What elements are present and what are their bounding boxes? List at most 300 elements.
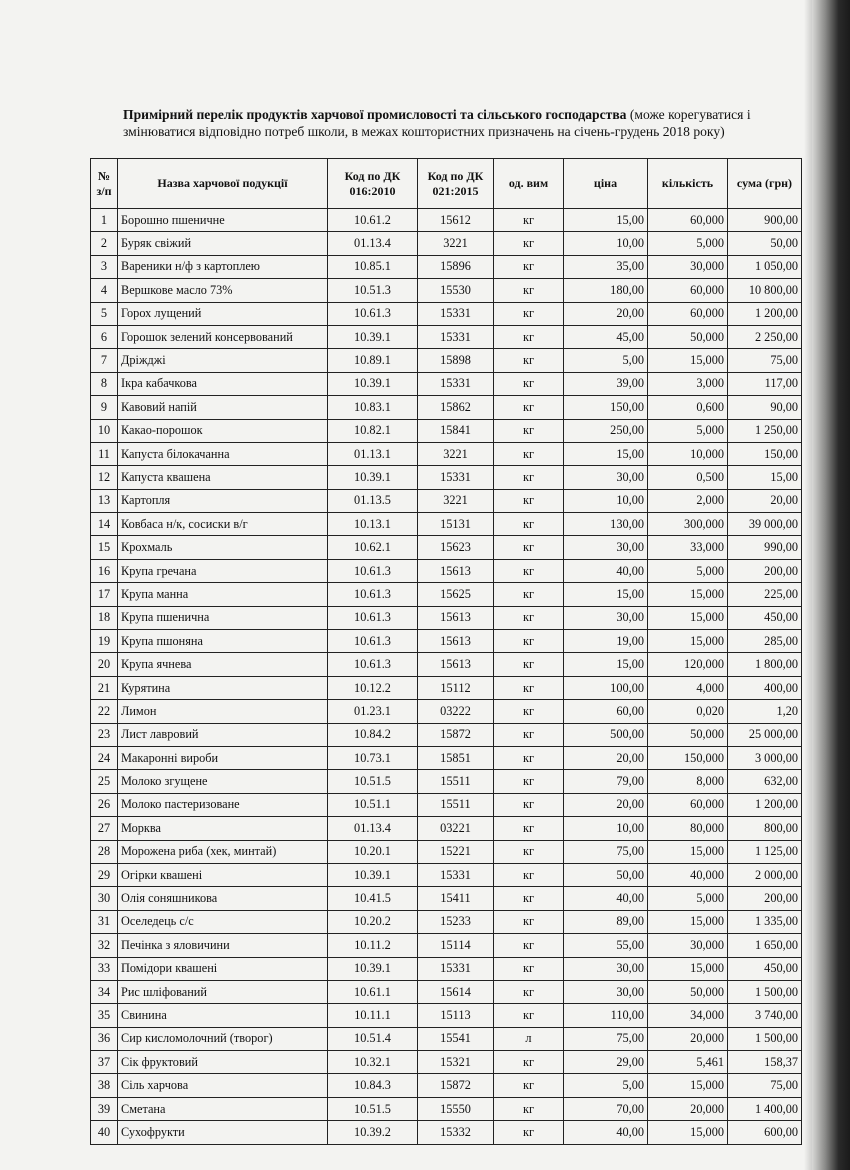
cell-qty: 30,000 — [648, 934, 728, 957]
cell-dk021: 15331 — [418, 957, 494, 980]
cell-qty: 30,000 — [648, 255, 728, 278]
cell-name: Помідори квашені — [118, 957, 328, 980]
cell-qty: 15,000 — [648, 606, 728, 629]
cell-dk016: 10.11.2 — [328, 934, 418, 957]
cell-num: 5 — [91, 302, 118, 325]
cell-unit: кг — [494, 232, 564, 255]
cell-dk016: 01.23.1 — [328, 700, 418, 723]
cell-dk016: 10.62.1 — [328, 536, 418, 559]
cell-name: Сухофрукти — [118, 1121, 328, 1144]
cell-price: 15,00 — [564, 583, 648, 606]
cell-dk021: 15872 — [418, 1074, 494, 1097]
cell-num: 15 — [91, 536, 118, 559]
cell-dk016: 10.61.3 — [328, 302, 418, 325]
cell-name: Крупа пшоняна — [118, 630, 328, 653]
cell-sum: 990,00 — [728, 536, 802, 559]
cell-name: Кавовий напій — [118, 396, 328, 419]
cell-dk016: 10.39.1 — [328, 325, 418, 348]
cell-sum: 200,00 — [728, 559, 802, 582]
cell-dk016: 10.73.1 — [328, 746, 418, 769]
cell-dk021: 15851 — [418, 746, 494, 769]
cell-dk016: 01.13.4 — [328, 232, 418, 255]
cell-num: 10 — [91, 419, 118, 442]
table-row — [91, 536, 802, 559]
cell-unit: кг — [494, 1051, 564, 1074]
cell-dk016: 10.51.3 — [328, 279, 418, 302]
table-body — [91, 209, 802, 1145]
cell-name: Крупа пшенична — [118, 606, 328, 629]
cell-dk021: 15511 — [418, 793, 494, 816]
table-row — [91, 349, 802, 372]
cell-name: Сік фруктовий — [118, 1051, 328, 1074]
cell-dk021: 15331 — [418, 302, 494, 325]
cell-dk021: 03221 — [418, 817, 494, 840]
cell-qty: 15,000 — [648, 1074, 728, 1097]
cell-sum: 1 335,00 — [728, 910, 802, 933]
cell-unit: кг — [494, 209, 564, 232]
cell-unit: л — [494, 1027, 564, 1050]
table-row — [91, 396, 802, 419]
cell-dk016: 10.12.2 — [328, 676, 418, 699]
table-row — [91, 302, 802, 325]
cell-price: 35,00 — [564, 255, 648, 278]
cell-unit: кг — [494, 419, 564, 442]
cell-qty: 5,000 — [648, 559, 728, 582]
table-row — [91, 1027, 802, 1050]
cell-qty: 5,000 — [648, 232, 728, 255]
cell-unit: кг — [494, 676, 564, 699]
cell-num: 7 — [91, 349, 118, 372]
cell-qty: 60,000 — [648, 209, 728, 232]
cell-dk021: 03222 — [418, 700, 494, 723]
table-row — [91, 793, 802, 816]
cell-sum: 158,37 — [728, 1051, 802, 1074]
cell-unit: кг — [494, 513, 564, 536]
cell-dk021: 15331 — [418, 325, 494, 348]
table-row — [91, 1121, 802, 1144]
cell-unit: кг — [494, 746, 564, 769]
cell-dk021: 15541 — [418, 1027, 494, 1050]
cell-dk021: 3221 — [418, 442, 494, 465]
cell-price: 55,00 — [564, 934, 648, 957]
cell-price: 19,00 — [564, 630, 648, 653]
cell-qty: 50,000 — [648, 723, 728, 746]
cell-sum: 1 500,00 — [728, 980, 802, 1003]
cell-name: Олія соняшникова — [118, 887, 328, 910]
cell-unit: кг — [494, 653, 564, 676]
cell-price: 45,00 — [564, 325, 648, 348]
cell-num: 3 — [91, 255, 118, 278]
cell-qty: 60,000 — [648, 793, 728, 816]
cell-dk016: 10.39.1 — [328, 466, 418, 489]
cell-name: Оселедець с/с — [118, 910, 328, 933]
cell-dk016: 10.11.1 — [328, 1004, 418, 1027]
cell-name: Крупа гречана — [118, 559, 328, 582]
cell-num: 40 — [91, 1121, 118, 1144]
cell-name: Лимон — [118, 700, 328, 723]
cell-name: Сир кисломолочний (творог) — [118, 1027, 328, 1050]
cell-dk016: 10.13.1 — [328, 513, 418, 536]
cell-dk016: 10.61.1 — [328, 980, 418, 1003]
cell-dk021: 15331 — [418, 863, 494, 886]
cell-dk016: 10.39.1 — [328, 957, 418, 980]
cell-dk016: 10.85.1 — [328, 255, 418, 278]
table-row — [91, 232, 802, 255]
cell-price: 39,00 — [564, 372, 648, 395]
cell-price: 130,00 — [564, 513, 648, 536]
cell-unit: кг — [494, 279, 564, 302]
cell-qty: 15,000 — [648, 1121, 728, 1144]
cell-sum: 285,00 — [728, 630, 802, 653]
cell-unit: кг — [494, 442, 564, 465]
table-row — [91, 325, 802, 348]
cell-unit: кг — [494, 723, 564, 746]
cell-num: 9 — [91, 396, 118, 419]
cell-unit: кг — [494, 887, 564, 910]
table-row — [91, 1051, 802, 1074]
cell-num: 25 — [91, 770, 118, 793]
cell-dk021: 15321 — [418, 1051, 494, 1074]
cell-dk021: 15331 — [418, 372, 494, 395]
table-row — [91, 863, 802, 886]
cell-qty: 15,000 — [648, 583, 728, 606]
cell-unit: кг — [494, 1121, 564, 1144]
cell-qty: 33,000 — [648, 536, 728, 559]
cell-sum: 50,00 — [728, 232, 802, 255]
table-row — [91, 442, 802, 465]
cell-dk021: 3221 — [418, 489, 494, 512]
cell-sum: 900,00 — [728, 209, 802, 232]
header-name: Назва харчової подукції — [118, 159, 328, 209]
cell-dk021: 15623 — [418, 536, 494, 559]
cell-dk016: 01.13.5 — [328, 489, 418, 512]
table-row — [91, 489, 802, 512]
cell-dk021: 15113 — [418, 1004, 494, 1027]
cell-sum: 1 800,00 — [728, 653, 802, 676]
cell-name: Дріжджі — [118, 349, 328, 372]
cell-sum: 3 000,00 — [728, 746, 802, 769]
cell-sum: 20,00 — [728, 489, 802, 512]
cell-unit: кг — [494, 934, 564, 957]
cell-unit: кг — [494, 1004, 564, 1027]
cell-dk021: 15411 — [418, 887, 494, 910]
cell-num: 21 — [91, 676, 118, 699]
cell-dk021: 15862 — [418, 396, 494, 419]
cell-qty: 300,000 — [648, 513, 728, 536]
cell-num: 33 — [91, 957, 118, 980]
cell-num: 17 — [91, 583, 118, 606]
table-row — [91, 840, 802, 863]
cell-name: Ковбаса н/к, сосиски в/г — [118, 513, 328, 536]
cell-price: 30,00 — [564, 536, 648, 559]
cell-dk021: 15613 — [418, 559, 494, 582]
cell-name: Свинина — [118, 1004, 328, 1027]
table-row — [91, 606, 802, 629]
table-row — [91, 583, 802, 606]
cell-unit: кг — [494, 559, 564, 582]
cell-price: 10,00 — [564, 489, 648, 512]
cell-qty: 15,000 — [648, 957, 728, 980]
cell-num: 8 — [91, 372, 118, 395]
cell-name: Вершкове масло 73% — [118, 279, 328, 302]
cell-name: Сіль харчова — [118, 1074, 328, 1097]
cell-num: 1 — [91, 209, 118, 232]
cell-price: 30,00 — [564, 957, 648, 980]
header-unit: од. вим — [494, 159, 564, 209]
cell-sum: 1 125,00 — [728, 840, 802, 863]
cell-sum: 2 000,00 — [728, 863, 802, 886]
cell-num: 20 — [91, 653, 118, 676]
cell-price: 15,00 — [564, 209, 648, 232]
table-row — [91, 770, 802, 793]
table-row — [91, 980, 802, 1003]
cell-price: 10,00 — [564, 232, 648, 255]
cell-name: Крохмаль — [118, 536, 328, 559]
cell-name: Молоко пастеризоване — [118, 793, 328, 816]
cell-num: 36 — [91, 1027, 118, 1050]
cell-sum: 90,00 — [728, 396, 802, 419]
cell-price: 40,00 — [564, 559, 648, 582]
cell-dk021: 15530 — [418, 279, 494, 302]
cell-dk016: 10.41.5 — [328, 887, 418, 910]
cell-qty: 15,000 — [648, 630, 728, 653]
cell-qty: 20,000 — [648, 1097, 728, 1120]
table-row — [91, 746, 802, 769]
cell-name: Крупа ячнева — [118, 653, 328, 676]
cell-price: 110,00 — [564, 1004, 648, 1027]
cell-num: 2 — [91, 232, 118, 255]
header-sum: сума (грн) — [728, 159, 802, 209]
cell-dk021: 15511 — [418, 770, 494, 793]
table-row — [91, 559, 802, 582]
cell-price: 100,00 — [564, 676, 648, 699]
cell-dk021: 15614 — [418, 980, 494, 1003]
cell-num: 22 — [91, 700, 118, 723]
cell-qty: 34,000 — [648, 1004, 728, 1027]
table-row — [91, 1097, 802, 1120]
cell-price: 180,00 — [564, 279, 648, 302]
cell-unit: кг — [494, 817, 564, 840]
cell-price: 30,00 — [564, 466, 648, 489]
cell-dk016: 10.20.2 — [328, 910, 418, 933]
cell-sum: 150,00 — [728, 442, 802, 465]
cell-num: 11 — [91, 442, 118, 465]
table-row — [91, 466, 802, 489]
cell-sum: 1 200,00 — [728, 302, 802, 325]
table-row — [91, 676, 802, 699]
cell-unit: кг — [494, 325, 564, 348]
cell-name: Курятина — [118, 676, 328, 699]
cell-name: Крупа манна — [118, 583, 328, 606]
cell-num: 39 — [91, 1097, 118, 1120]
cell-qty: 150,000 — [648, 746, 728, 769]
cell-sum: 225,00 — [728, 583, 802, 606]
cell-dk016: 01.13.4 — [328, 817, 418, 840]
cell-dk016: 10.61.3 — [328, 583, 418, 606]
cell-dk021: 15131 — [418, 513, 494, 536]
cell-sum: 1 400,00 — [728, 1097, 802, 1120]
cell-dk016: 10.61.3 — [328, 653, 418, 676]
cell-sum: 1 500,00 — [728, 1027, 802, 1050]
cell-dk016: 10.39.1 — [328, 372, 418, 395]
cell-name: Молоко згущене — [118, 770, 328, 793]
cell-dk016: 10.61.3 — [328, 606, 418, 629]
cell-dk021: 15233 — [418, 910, 494, 933]
cell-price: 30,00 — [564, 980, 648, 1003]
cell-unit: кг — [494, 583, 564, 606]
cell-name: Какао-порошок — [118, 419, 328, 442]
cell-name: Ікра кабачкова — [118, 372, 328, 395]
cell-name: Горошок зелений консервований — [118, 325, 328, 348]
header-num: № з/п — [91, 159, 118, 209]
cell-price: 30,00 — [564, 606, 648, 629]
cell-qty: 5,461 — [648, 1051, 728, 1074]
cell-dk016: 10.51.1 — [328, 793, 418, 816]
cell-unit: кг — [494, 700, 564, 723]
cell-sum: 400,00 — [728, 676, 802, 699]
cell-name: Буряк свіжий — [118, 232, 328, 255]
cell-dk021: 15221 — [418, 840, 494, 863]
cell-qty: 0,500 — [648, 466, 728, 489]
cell-num: 13 — [91, 489, 118, 512]
cell-num: 4 — [91, 279, 118, 302]
cell-price: 20,00 — [564, 793, 648, 816]
cell-name: Капуста квашена — [118, 466, 328, 489]
cell-qty: 0,600 — [648, 396, 728, 419]
cell-qty: 15,000 — [648, 840, 728, 863]
cell-name: Сметана — [118, 1097, 328, 1120]
cell-dk016: 10.61.3 — [328, 559, 418, 582]
cell-name: Морква — [118, 817, 328, 840]
header-qty: кількість — [648, 159, 728, 209]
table-row — [91, 419, 802, 442]
cell-qty: 50,000 — [648, 325, 728, 348]
cell-unit: кг — [494, 770, 564, 793]
cell-price: 60,00 — [564, 700, 648, 723]
cell-price: 20,00 — [564, 302, 648, 325]
cell-qty: 2,000 — [648, 489, 728, 512]
cell-dk021: 15331 — [418, 466, 494, 489]
header-dk021: Код по ДК 021:2015 — [418, 159, 494, 209]
table-row — [91, 957, 802, 980]
cell-price: 5,00 — [564, 1074, 648, 1097]
cell-unit: кг — [494, 793, 564, 816]
cell-sum: 450,00 — [728, 606, 802, 629]
document-heading — [123, 106, 763, 140]
table-row — [91, 279, 802, 302]
cell-num: 19 — [91, 630, 118, 653]
cell-price: 75,00 — [564, 1027, 648, 1050]
table-row — [91, 255, 802, 278]
cell-qty: 50,000 — [648, 980, 728, 1003]
cell-num: 30 — [91, 887, 118, 910]
cell-dk021: 15613 — [418, 606, 494, 629]
cell-qty: 5,000 — [648, 887, 728, 910]
cell-dk016: 10.51.4 — [328, 1027, 418, 1050]
cell-num: 28 — [91, 840, 118, 863]
cell-sum: 450,00 — [728, 957, 802, 980]
cell-num: 38 — [91, 1074, 118, 1097]
cell-price: 150,00 — [564, 396, 648, 419]
cell-sum: 39 000,00 — [728, 513, 802, 536]
cell-unit: кг — [494, 1074, 564, 1097]
cell-name: Капуста білокачанна — [118, 442, 328, 465]
cell-price: 40,00 — [564, 887, 648, 910]
cell-price: 500,00 — [564, 723, 648, 746]
cell-dk021: 15112 — [418, 676, 494, 699]
table-row — [91, 1074, 802, 1097]
cell-num: 31 — [91, 910, 118, 933]
cell-name: Лист лавровий — [118, 723, 328, 746]
header-dk016: Код по ДК 016:2010 — [328, 159, 418, 209]
cell-price: 75,00 — [564, 840, 648, 863]
table-row — [91, 209, 802, 232]
table-row — [91, 887, 802, 910]
cell-num: 29 — [91, 863, 118, 886]
cell-dk016: 10.84.3 — [328, 1074, 418, 1097]
cell-dk021: 15872 — [418, 723, 494, 746]
cell-dk016: 10.83.1 — [328, 396, 418, 419]
table-row — [91, 817, 802, 840]
cell-qty: 15,000 — [648, 349, 728, 372]
cell-num: 37 — [91, 1051, 118, 1074]
cell-name: Вареники н/ф з картоплею — [118, 255, 328, 278]
cell-num: 26 — [91, 793, 118, 816]
header-price: ціна — [564, 159, 648, 209]
cell-price: 10,00 — [564, 817, 648, 840]
cell-name: Борошно пшеничне — [118, 209, 328, 232]
cell-price: 89,00 — [564, 910, 648, 933]
cell-unit: кг — [494, 606, 564, 629]
cell-dk021: 15898 — [418, 349, 494, 372]
cell-num: 23 — [91, 723, 118, 746]
products-table — [90, 158, 802, 1145]
cell-qty: 40,000 — [648, 863, 728, 886]
table-row — [91, 513, 802, 536]
cell-price: 50,00 — [564, 863, 648, 886]
cell-dk016: 10.82.1 — [328, 419, 418, 442]
table-row — [91, 934, 802, 957]
cell-unit: кг — [494, 255, 564, 278]
cell-sum: 75,00 — [728, 349, 802, 372]
cell-sum: 117,00 — [728, 372, 802, 395]
cell-unit: кг — [494, 302, 564, 325]
cell-unit: кг — [494, 630, 564, 653]
cell-sum: 200,00 — [728, 887, 802, 910]
cell-dk021: 15114 — [418, 934, 494, 957]
cell-unit: кг — [494, 980, 564, 1003]
cell-dk021: 15613 — [418, 630, 494, 653]
cell-qty: 5,000 — [648, 419, 728, 442]
header-row — [91, 159, 802, 209]
cell-num: 6 — [91, 325, 118, 348]
cell-unit: кг — [494, 536, 564, 559]
cell-qty: 60,000 — [648, 279, 728, 302]
cell-dk016: 10.61.2 — [328, 209, 418, 232]
cell-price: 70,00 — [564, 1097, 648, 1120]
cell-num: 32 — [91, 934, 118, 957]
cell-qty: 0,020 — [648, 700, 728, 723]
cell-dk016: 10.89.1 — [328, 349, 418, 372]
cell-name: Огірки квашені — [118, 863, 328, 886]
cell-price: 79,00 — [564, 770, 648, 793]
cell-qty: 10,000 — [648, 442, 728, 465]
cell-unit: кг — [494, 489, 564, 512]
table-row — [91, 910, 802, 933]
cell-name: Картопля — [118, 489, 328, 512]
cell-dk021: 3221 — [418, 232, 494, 255]
cell-price: 5,00 — [564, 349, 648, 372]
